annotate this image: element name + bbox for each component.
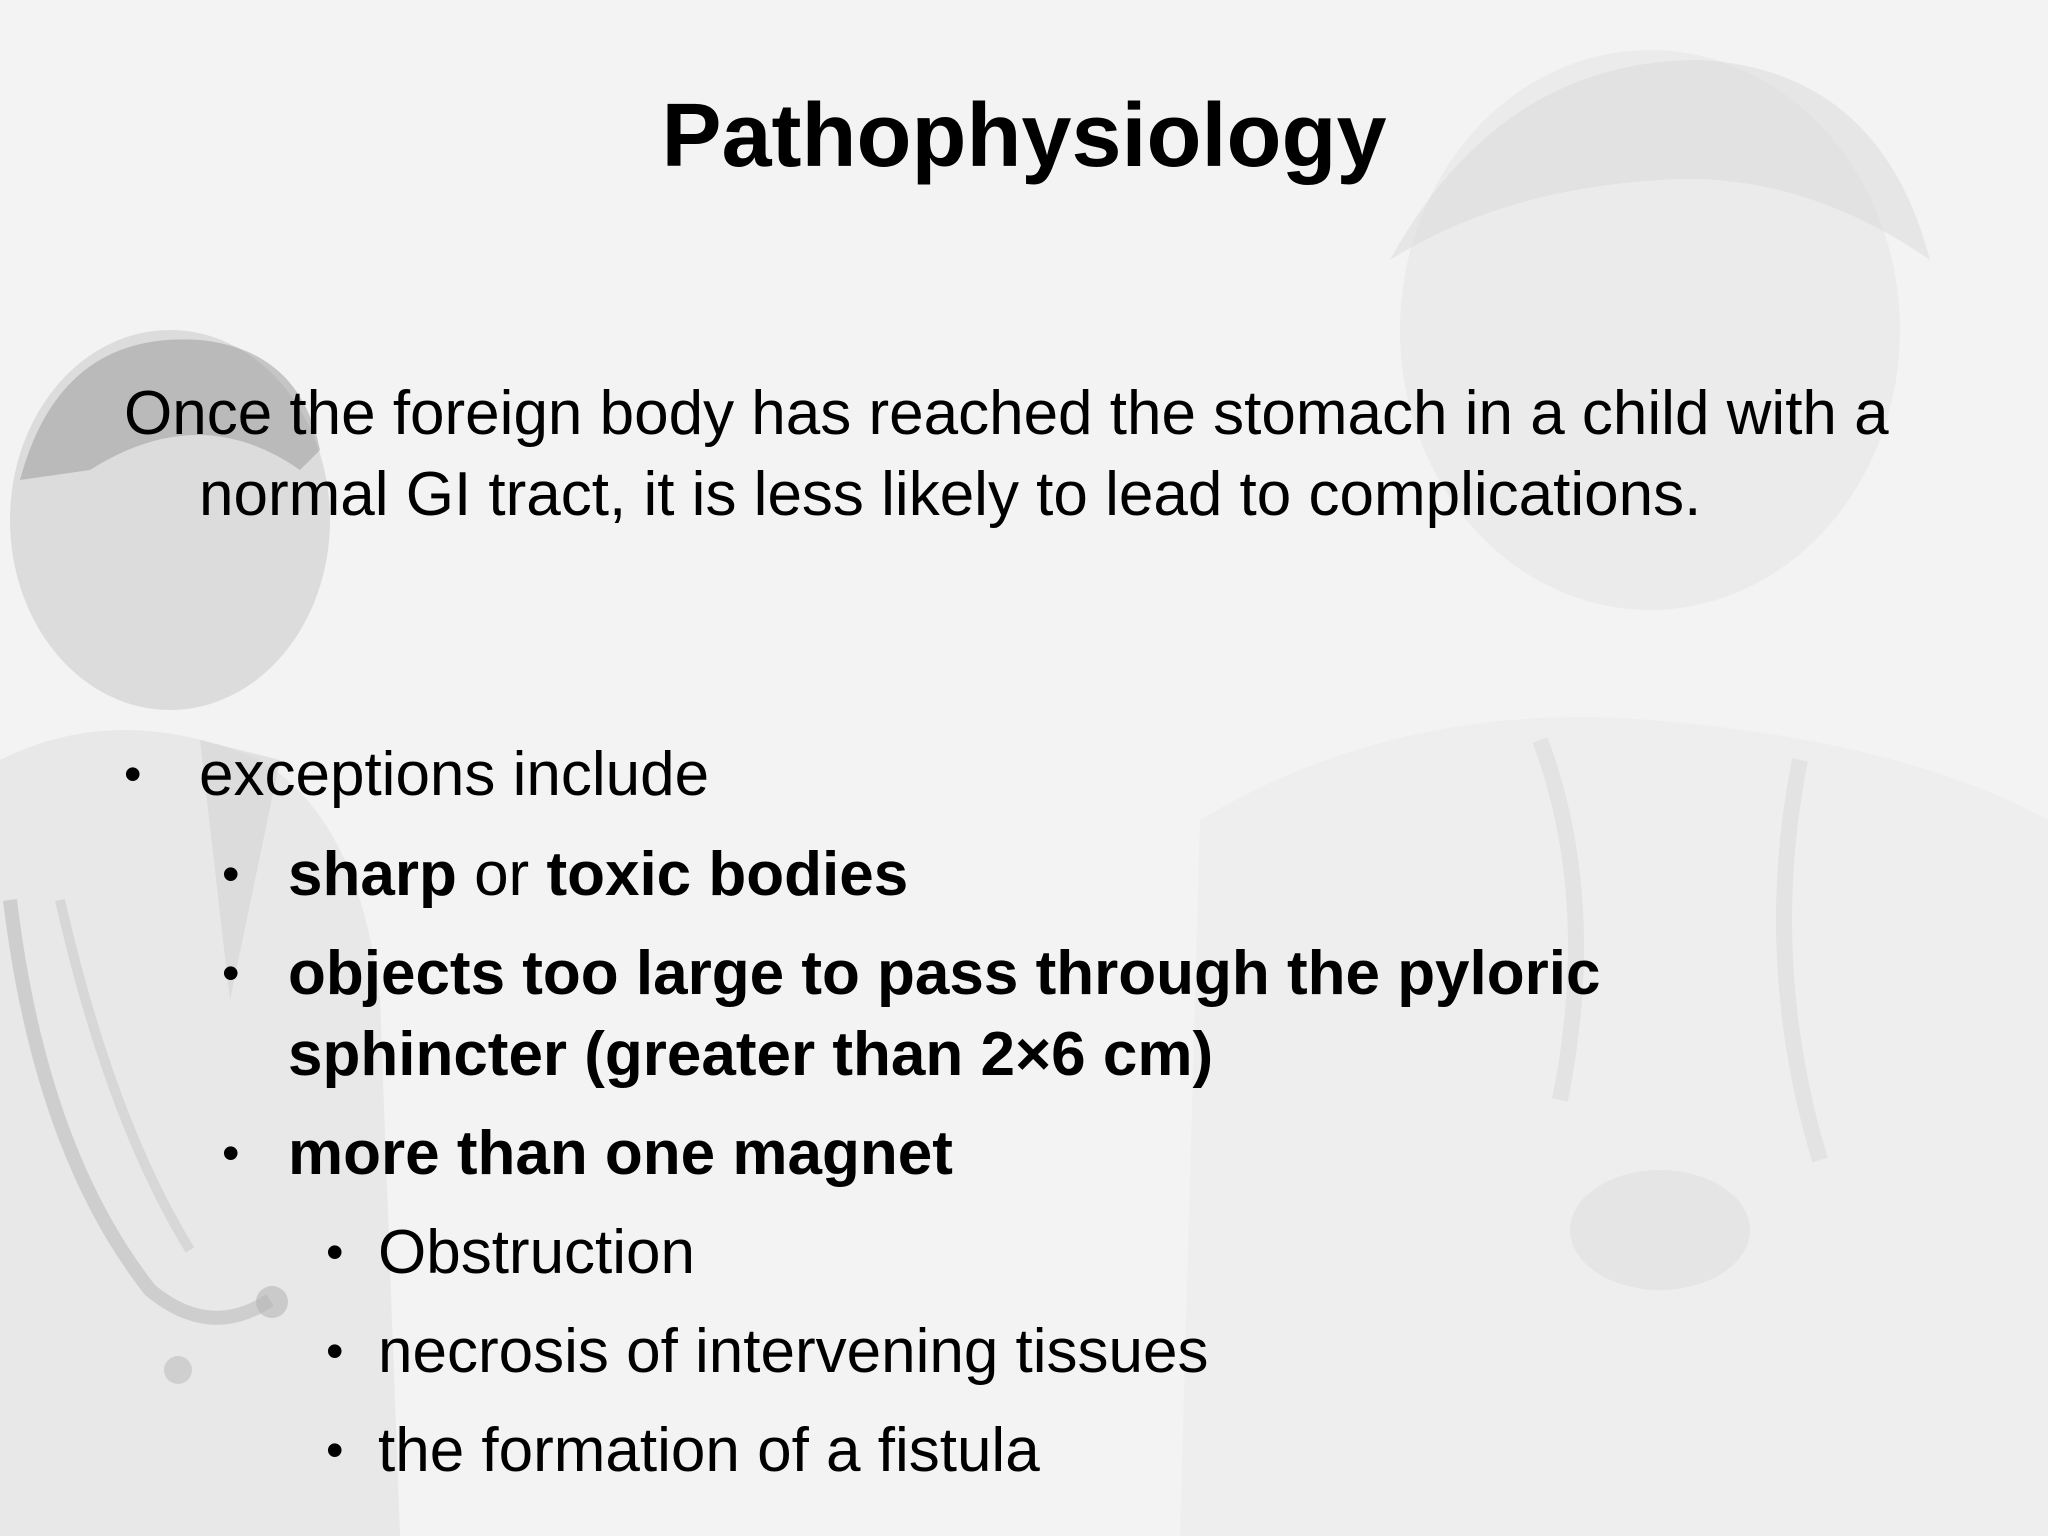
intro-paragraph: Once the foreign body has reached the stomach in a child with a normal GI tract, it is less likely to lead to complications.: [124, 379, 1889, 529]
bullet-sharp-toxic: [288, 834, 908, 915]
bullet-marker: •: [222, 846, 240, 902]
bullet-marker: •: [326, 1224, 344, 1280]
bullet-marker: •: [124, 746, 142, 802]
toxic-bodies-text: toxic bodies: [546, 840, 909, 909]
bullet-obstruction: Obstruction: [378, 1218, 696, 1287]
sharp-text: sharp: [288, 840, 457, 909]
bullet-marker: •: [326, 1422, 344, 1478]
bullet-large-objects-line2: sphincter (greater than 2×6 cm): [288, 1020, 1214, 1089]
bullet-marker: •: [326, 1323, 344, 1379]
slide-title: Pathophysiology: [661, 86, 1387, 186]
bullet-exceptions: exceptions include: [199, 740, 710, 809]
bullet-marker: •: [222, 1125, 240, 1181]
bullet-large-objects-line1: objects too large to pass through the pyloric: [288, 939, 1601, 1008]
bullet-necrosis: necrosis of intervening tissues: [378, 1317, 1209, 1386]
bullet-magnet: more than one magnet: [288, 1119, 953, 1188]
or-text: or: [456, 840, 547, 909]
bullet-marker: •: [222, 945, 240, 1001]
bullet-fistula: the formation of a fistula: [378, 1416, 1040, 1485]
